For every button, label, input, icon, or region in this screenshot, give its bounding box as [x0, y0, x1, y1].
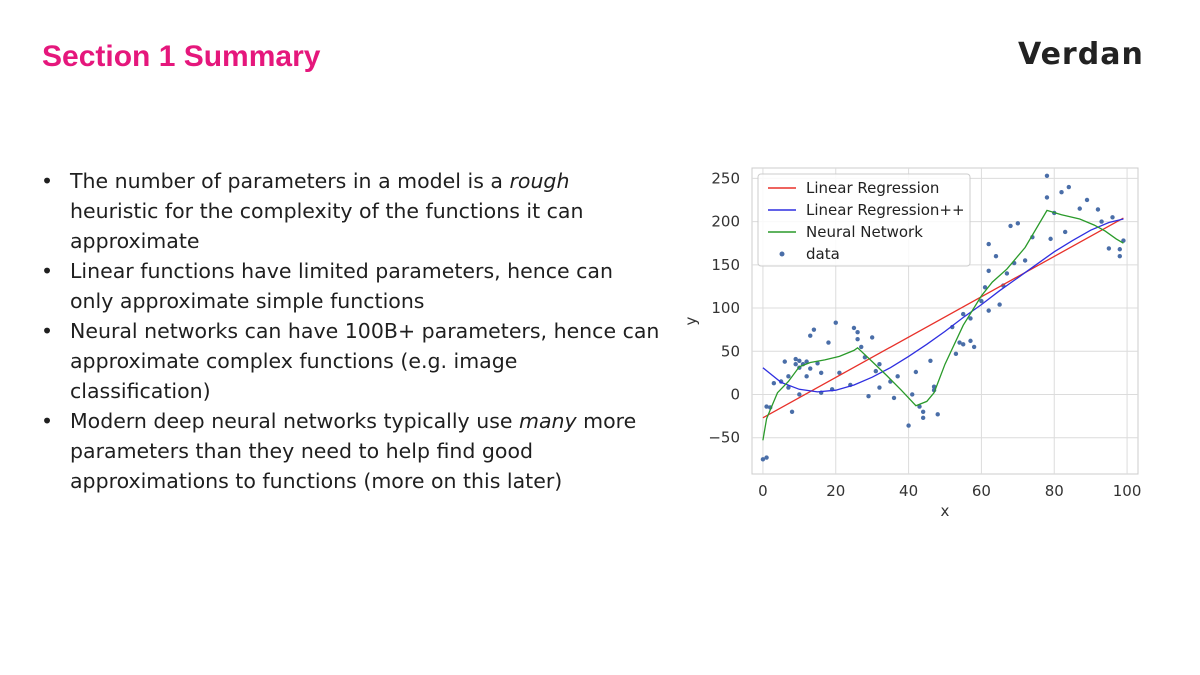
data-point: [859, 345, 863, 349]
bullet-list: [40, 166, 660, 496]
data-point: [1048, 237, 1052, 241]
data-point: [870, 335, 874, 339]
data-point: [772, 381, 776, 385]
data-point: [764, 455, 768, 459]
data-point: [1005, 271, 1009, 275]
y-axis-label: y: [682, 316, 700, 326]
y-tick-label: 100: [711, 299, 740, 318]
bullet-item: [40, 256, 660, 316]
data-point: [1045, 174, 1049, 178]
data-point: [892, 396, 896, 400]
data-point: [808, 333, 812, 337]
scatter-chart: [680, 160, 1160, 530]
data-point: [834, 321, 838, 325]
data-point: [921, 410, 925, 414]
data-point: [895, 374, 899, 378]
data-point: [1110, 215, 1114, 219]
legend-label: Linear Regression++: [806, 201, 965, 219]
data-point: [968, 339, 972, 343]
data-point: [790, 410, 794, 414]
data-point: [826, 340, 830, 344]
bullet-text: The number of parameters in a model is a: [70, 169, 510, 193]
data-point: [972, 345, 976, 349]
data-point: [1059, 190, 1063, 194]
bullet-emphasis: rough: [509, 169, 570, 193]
bullet-marker: •: [40, 409, 54, 433]
bullet-text: Linear functions have limited parameters, hence can only approximate simple functions: [70, 259, 613, 313]
x-axis-label: x: [940, 502, 950, 520]
y-tick-label: 50: [720, 342, 740, 361]
y-tick-label: 0: [730, 385, 740, 404]
data-point: [986, 242, 990, 246]
data-point: [1118, 254, 1122, 258]
data-point: [783, 359, 787, 363]
data-point: [764, 404, 768, 408]
data-point: [793, 362, 797, 366]
bullet-item: [40, 406, 660, 496]
data-point: [986, 269, 990, 273]
bullet-text: more parameters than they need to help find good approximations to functions (more on this later): [70, 409, 637, 493]
data-point: [1008, 224, 1012, 228]
data-point: [819, 371, 823, 375]
bullet-text: Modern deep neural networks typically use: [70, 409, 519, 433]
data-point: [797, 392, 801, 396]
x-tick-label: 20: [826, 482, 846, 500]
data-point: [1078, 206, 1082, 210]
data-point: [1067, 185, 1071, 189]
y-tick-label: 200: [711, 212, 740, 231]
data-point: [997, 302, 1001, 306]
x-tick-label: 0: [758, 482, 768, 500]
legend-swatch: [780, 252, 785, 257]
slide-title: Section 1 Summary: [42, 40, 321, 73]
data-point: [928, 359, 932, 363]
legend-label: Linear Regression: [806, 179, 940, 197]
data-point: [994, 254, 998, 258]
data-point: [954, 352, 958, 356]
data-point: [1099, 219, 1103, 223]
data-point: [877, 362, 881, 366]
bullet-marker: •: [40, 319, 54, 343]
data-point: [786, 374, 790, 378]
bullet-emphasis: many: [519, 409, 577, 433]
data-point: [906, 423, 910, 427]
data-point: [986, 308, 990, 312]
data-point: [1085, 198, 1089, 202]
data-point: [914, 370, 918, 374]
legend-label: data: [806, 245, 840, 263]
data-point: [910, 392, 914, 396]
bullet-text: heuristic for the complexity of the functions it can approximate: [70, 199, 584, 253]
data-point: [1118, 247, 1122, 251]
data-point: [936, 412, 940, 416]
x-tick-label: 100: [1112, 482, 1142, 500]
data-point: [866, 394, 870, 398]
data-point: [855, 337, 859, 341]
data-point: [1023, 258, 1027, 262]
y-tick-label: 150: [711, 255, 740, 274]
data-point: [1063, 230, 1067, 234]
y-tick-label: 250: [711, 169, 740, 188]
data-point: [1107, 246, 1111, 250]
data-point: [804, 374, 808, 378]
data-point: [961, 342, 965, 346]
bullet-marker: •: [40, 169, 54, 193]
data-point: [874, 369, 878, 373]
bullet-text: Neural networks can have 100B+ parameters, hence can approximate complex functions (e.g. image classification): [70, 319, 660, 403]
x-tick-label: 60: [971, 482, 991, 500]
data-point: [877, 385, 881, 389]
data-point: [1016, 221, 1020, 225]
x-tick-label: 80: [1044, 482, 1064, 500]
logo: Verdan: [1018, 37, 1144, 72]
data-point: [1096, 207, 1100, 211]
legend-label: Neural Network: [806, 223, 923, 241]
bullet-marker: •: [40, 259, 54, 283]
data-point: [797, 359, 801, 363]
data-point: [1045, 195, 1049, 199]
data-point: [808, 366, 812, 370]
data-point: [921, 416, 925, 420]
data-point: [812, 327, 816, 331]
bullet-item: [40, 166, 660, 256]
data-point: [855, 330, 859, 334]
y-tick-label: −50: [708, 428, 740, 447]
bullet-item: [40, 316, 660, 406]
x-tick-label: 40: [899, 482, 919, 500]
data-point: [852, 326, 856, 330]
